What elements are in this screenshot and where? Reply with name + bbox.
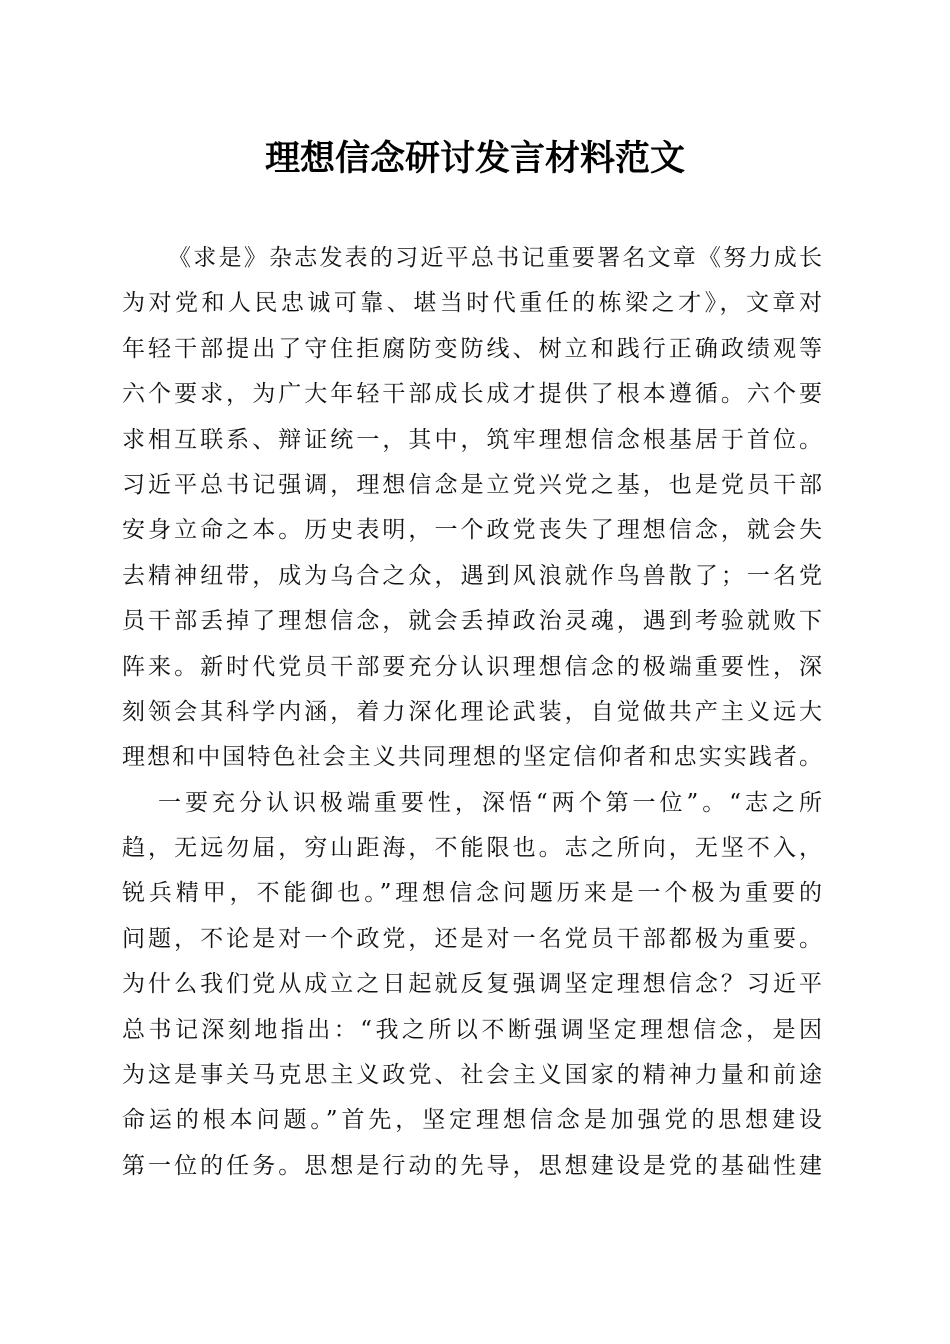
text-line: 求相互联系、辩证统一，其中，筑牢理想信念根基居于首位。 (122, 426, 822, 453)
document-title: 理想信念研讨发言材料范文 (264, 138, 685, 179)
text-line: 为这是事关马克思主义政党、社会主义国家的精神力量和前途 (122, 1062, 822, 1089)
text-line: 去精神纽带，成为乌合之众，遇到风浪就作鸟兽散了；一名党 (122, 562, 822, 589)
text-line: 趋，无远勿届，穷山距海，不能限也。志之所向，无坚不入， (122, 835, 822, 862)
text-line: 理想和中国特色社会主义共同理想的坚定信仰者和忠实实践者。 (122, 744, 822, 771)
text-line: 六个要求，为广大年轻干部成长成才提供了根本遵循。六个要 (122, 381, 822, 408)
text-line: 命运的根本问题。”首先，坚定理想信念是加强党的思想建设 (122, 1107, 822, 1134)
text-line: 为对党和人民忠诚可靠、堪当时代重任的栋梁之才》，文章对 (122, 290, 822, 317)
text-line: 一要充分认识极端重要性，深悟“两个第一位”。“志之所 (158, 789, 822, 816)
text-line: 总书记深刻地指出：“我之所以不断强调坚定理想信念，是因 (122, 1016, 822, 1043)
text-line: 习近平总书记强调，理想信念是立党兴党之基，也是党员干部 (122, 471, 822, 498)
text-line: 《求是》杂志发表的习近平总书记重要署名文章《努力成长 (168, 245, 822, 271)
text-line: 为什么我们党从成立之日起就反复强调坚定理想信念？习近平 (122, 971, 822, 998)
text-line: 锐兵精甲，不能御也。”理想信念问题历来是一个极为重要的 (122, 880, 822, 907)
text-line: 阵来。新时代党员干部要充分认识理想信念的极端重要性，深 (122, 653, 822, 680)
document-body (122, 236, 822, 1189)
text-line: 第一位的任务。思想是行动的先导，思想建设是党的基础性建 (122, 1152, 822, 1179)
text-line: 员干部丢掉了理想信念，就会丢掉政治灵魂，遇到考验就败下 (122, 608, 822, 635)
paragraph-2 (122, 781, 822, 1190)
text-line: 问题，不论是对一个政党，还是对一名党员干部都极为重要。 (122, 925, 822, 952)
paragraph-1 (122, 236, 822, 781)
text-line: 刻领会其科学内涵，着力深化理论武装，自觉做共产主义远大 (122, 698, 822, 725)
text-line: 年轻干部提出了守住拒腐防变防线、树立和践行正确政绩观等 (122, 335, 822, 362)
text-line: 安身立命之本。历史表明，一个政党丧失了理想信念，就会失 (122, 517, 822, 544)
